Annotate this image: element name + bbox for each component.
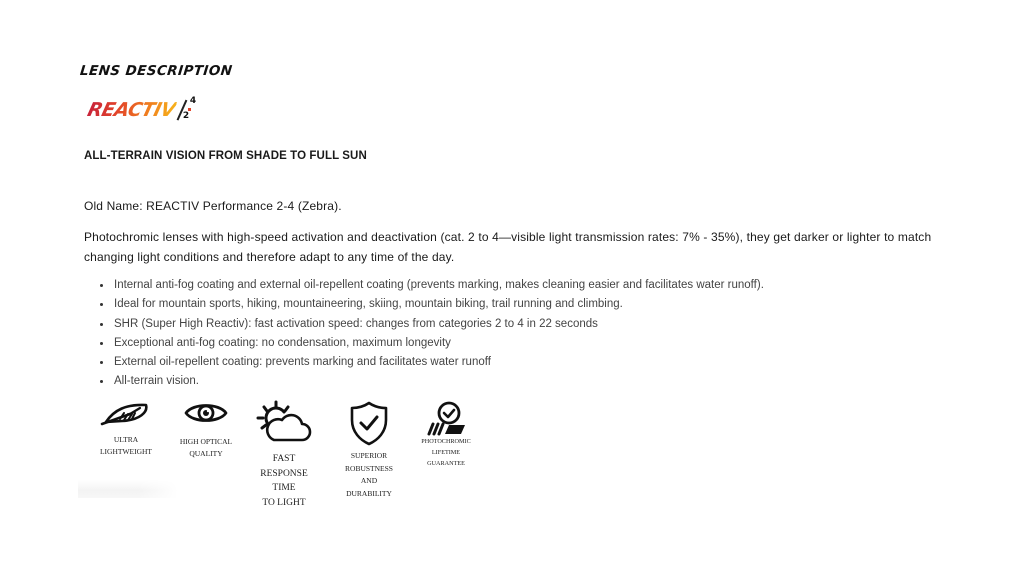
lens-tagline: ALL-TERRAIN VISION FROM SHADE TO FULL SUN (84, 150, 367, 162)
feather-icon (100, 400, 152, 426)
feature-label: HIGH OPTICAL QUALITY (179, 437, 233, 458)
feature-ultra-lightweight (82, 400, 170, 458)
bullet-item (98, 295, 764, 314)
shield-check-icon (349, 400, 389, 446)
bullet-item (98, 276, 764, 295)
bullet-dot-icon (100, 323, 103, 326)
bullet-text: External oil-repellent coating: prevents marking and facilitates water runoff (114, 356, 491, 369)
fraction-top: 4 (189, 96, 197, 106)
bullet-text: SHR (Super High Reactiv): fast activation speed: changes from categories 2 to 4 in 22 seconds (114, 317, 598, 330)
feature-label: SUPERIOR ROBUSTNESS AND DURABILITY (345, 451, 393, 498)
sun-cloud-icon (256, 400, 312, 444)
feature-label: FAST RESPONSE TIME TO LIGHT (260, 454, 308, 508)
feature-photochromic-guarantee (414, 400, 478, 469)
feature-bullet-list (98, 276, 764, 392)
photochromic-check-icon (425, 400, 467, 436)
bullet-dot-icon (100, 361, 103, 364)
decorative-fade-strip (78, 480, 178, 498)
bullet-item (98, 372, 764, 391)
lens-description-text: Photochromic lenses with high-speed activation and deactivation (cat. 2 to 4—visible light transmission rates: 7% - 35%), they get darker or lighter to match changing light conditions and therefore adapt to any time of the day. (84, 230, 932, 264)
fraction-bottom: 2 (182, 111, 190, 121)
bullet-dot-icon (100, 342, 103, 345)
eye-icon (183, 400, 229, 426)
feature-fast-response-time (252, 400, 316, 510)
section-title: LENS DESCRIPTION (79, 63, 234, 79)
feature-label: PHOTOCHROMIC LIFETIME GUARANTEE (421, 438, 471, 467)
logo-wordmark: REACTIV (85, 99, 178, 121)
bullet-item (98, 334, 764, 353)
bullet-text: Ideal for mountain sports, hiking, mountaineering, skiing, mountain biking, trail running and climbing. (114, 298, 623, 311)
bullet-dot-icon (100, 380, 103, 383)
old-name-text: Old Name: REACTIV Performance 2-4 (Zebra). (84, 199, 342, 213)
reactiv-logo (85, 94, 199, 124)
feature-label: ULTRA LIGHTWEIGHT (99, 435, 153, 456)
bullet-text: All-terrain vision. (114, 375, 199, 388)
feature-superior-robustness (332, 400, 406, 500)
bullet-item (98, 353, 764, 372)
bullet-text: Internal anti-fog coating and external oil-repellent coating (prevents marking, makes cleaning easier and facilitates water runoff). (114, 279, 764, 291)
bullet-text: Exceptional anti-fog coating: no condensation, maximum longevity (114, 336, 451, 349)
feature-high-optical-quality (168, 400, 244, 460)
bullet-dot-icon (100, 303, 103, 306)
bullet-item (98, 315, 764, 334)
logo-category-fraction (177, 96, 199, 124)
bullet-dot-icon (100, 284, 103, 287)
